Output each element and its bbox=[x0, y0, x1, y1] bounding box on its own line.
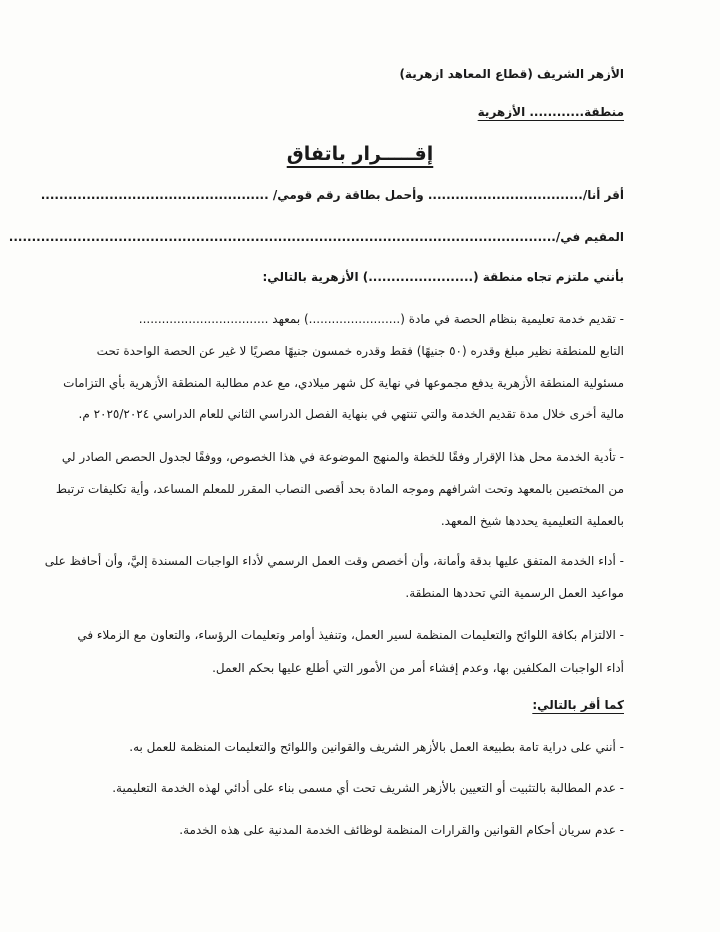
document-title-text: إقـــــرار باتفاق bbox=[286, 143, 434, 165]
acknowledge-heading: كما أقر بالتالي: bbox=[532, 698, 624, 712]
clause-1-line-4: مالية أخرى خلال مدة تقديم الخدمة والتي تنتهي في بنهاية الفصل الدراسي الثاني للعام الدراسي ٢٠٢٥/٢٠٢٤ م. bbox=[78, 407, 624, 421]
acknowledge-item: - عدم المطالبة بالتثبيت أو التعيين بالأزهر الشريف تحت أي مسمى بناء على أدائي لهذه الخدمة التعليمية. bbox=[112, 781, 624, 795]
document-title bbox=[0, 143, 720, 165]
commitment-intro: بأنني ملتزم تجاه منطقة (.......................) الأزهرية بالتالي: bbox=[262, 270, 624, 284]
institution-header: الأزهر الشريف (قطاع المعاهد ازهرية) bbox=[399, 67, 624, 81]
acknowledge-item: - أنني على دراية تامة بطبيعة العمل بالأزهر الشريف والقوانين واللوائح والتعليمات المنظمة للعمل به. bbox=[129, 740, 624, 754]
clause-2-line-2: من المختصين بالمعهد وتحت اشرافهم وموجه المادة بحد أقصى النصاب المقرر للمعلم المساعد، وأية تكليفات ترتبط bbox=[55, 482, 624, 496]
region-header: منطقة............ الأزهرية bbox=[477, 105, 624, 119]
clause-1-line-2: التابع للمنطقة نظير مبلغ وقدره (٥٠ جنيهًا) فقط وقدره خمسون جنيهًا مصريًا لا غير عن الحصة الواحدة تحت bbox=[96, 344, 624, 358]
clause-1-line-3: مسئولية المنطقة الأزهرية يدفع مجموعها في نهاية كل شهر ميلادي، مع عدم مطالبة المنطقة الأزهرية بأي التزامات bbox=[63, 376, 624, 390]
clause-1-line-1: - تقديم خدمة تعليمية بنظام الحصة في مادة (........................) بمعهد .................................. bbox=[138, 312, 624, 326]
clause-3-line-1: - أداء الخدمة المتفق عليها بدقة وأمانة، وأن أخصص وقت العمل الرسمي لأداء الواجبات المسندة إليَّ، وأن أحافظ على bbox=[44, 554, 624, 568]
clause-3-line-2: مواعيد العمل الرسمية التي تحددها المنطقة. bbox=[405, 586, 624, 600]
residence-line: المقيم في/........................................................................................................................ bbox=[8, 230, 624, 244]
clause-4-line-2: أداء الواجبات المكلفين بها، وعدم إفشاء أمر من الأمور التي أطلع عليها بحكم العمل. bbox=[212, 661, 624, 675]
clause-2-line-1: - تأدية الخدمة محل هذا الإقرار وفقًا للخطة والمنهج الموضوعة في هذا الخصوص، ووفقًا لجدول الحصص الصادر لي bbox=[61, 450, 624, 464]
declarant-name-line: أقر أنا/.................................. وأحمل بطاقة رقم قومي/ .................................................. bbox=[40, 188, 624, 202]
acknowledge-item: - عدم سريان أحكام القوانين والقرارات المنظمة لوظائف الخدمة المدنية على هذه الخدمة. bbox=[179, 823, 624, 837]
clause-2-line-3: بالعملية التعليمية يحددها شيخ المعهد. bbox=[440, 514, 624, 528]
clause-4-line-1: - الالتزام بكافة اللوائح والتعليمات المنظمة لسير العمل، وتنفيذ أوامر وتعليمات الرؤساء، والتعاون مع الزملاء في bbox=[77, 628, 624, 642]
